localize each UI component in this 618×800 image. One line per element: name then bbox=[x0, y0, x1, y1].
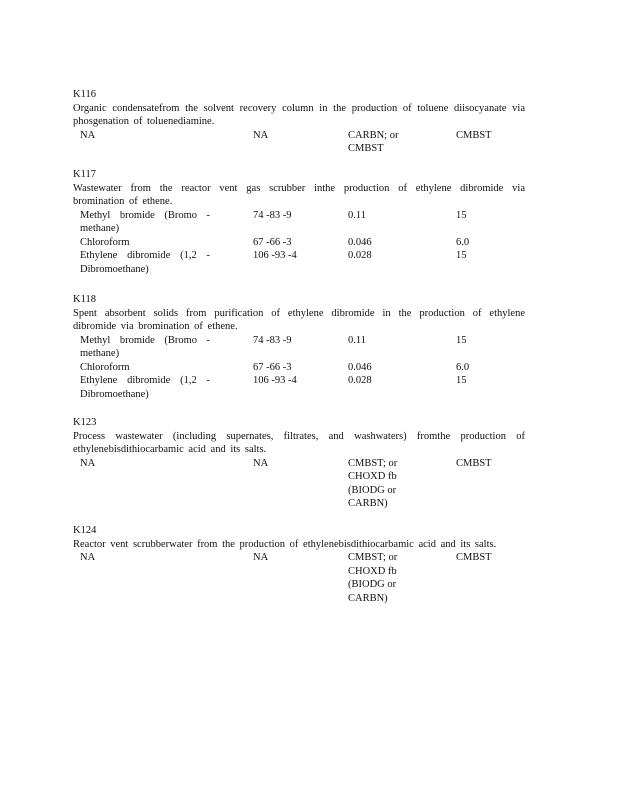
table-row bbox=[73, 236, 533, 250]
constituent-name: NA bbox=[80, 129, 96, 141]
nonwastewater-standard: 6.0 bbox=[456, 236, 470, 248]
table-row bbox=[73, 249, 533, 276]
nonwastewater-standard: 15 bbox=[456, 250, 467, 261]
waste-code-section-k117 bbox=[73, 168, 533, 276]
cas-number: 74 -83 -9 bbox=[253, 334, 292, 346]
cas-number: 106 -93 -4 bbox=[253, 375, 297, 386]
waste-description: Spent absorbent solids from purification of ethylene dibromide in the production of ethylene dibromide via bromination of ethene. bbox=[73, 307, 525, 332]
wastewater-standard: 0.11 bbox=[348, 209, 366, 221]
wastewater-standard: 0.046 bbox=[348, 361, 372, 373]
waste-code-section-k118 bbox=[73, 293, 533, 401]
table-row bbox=[73, 551, 533, 605]
wastewater-standard: CMBST; or CHOXD fb (BIODG or CARBN) bbox=[348, 552, 398, 604]
waste-description: Organic condensatefrom the solvent recovery column in the production of toluene diisocyanate via phosgenation of toluenediamine. bbox=[73, 102, 525, 127]
nonwastewater-standard: CMBST bbox=[456, 457, 492, 469]
waste-description: Reactor vent scrubberwater from the production of ethylenebisdithiocarbamic acid and its salts. bbox=[73, 538, 497, 550]
cas-number: NA bbox=[253, 129, 269, 141]
cas-number: 106 -93 -4 bbox=[253, 250, 297, 261]
wastewater-standard: CMBST; or CHOXD fb (BIODG or CARBN) bbox=[348, 457, 398, 509]
table-row bbox=[73, 129, 533, 156]
nonwastewater-standard: CMBST bbox=[456, 129, 492, 141]
table-row bbox=[73, 209, 533, 236]
constituent-name: Methyl bromide (Bromo - methane) bbox=[80, 334, 210, 359]
nonwastewater-standard: 15 bbox=[456, 375, 467, 386]
table-row bbox=[73, 361, 533, 375]
cas-number: NA bbox=[253, 552, 269, 563]
wastewater-standard: 0.11 bbox=[348, 334, 366, 346]
waste-code: K116 bbox=[73, 89, 96, 100]
constituent-name: Chloroform bbox=[80, 236, 130, 248]
constituent-name: Methyl bromide (Bromo - methane) bbox=[80, 209, 210, 234]
constituent-name: NA bbox=[80, 552, 96, 563]
constituent-name: Chloroform bbox=[80, 361, 130, 373]
waste-code: K124 bbox=[73, 525, 97, 536]
nonwastewater-standard: 15 bbox=[456, 334, 467, 346]
waste-code-section-k123 bbox=[73, 416, 533, 511]
constituent-name: Ethylene dibromide (1,2 - Dibromoethane) bbox=[80, 375, 210, 400]
waste-code-section-k124 bbox=[73, 524, 533, 605]
wastewater-standard: 0.028 bbox=[348, 250, 372, 261]
waste-code: K118 bbox=[73, 294, 96, 305]
table-row bbox=[73, 374, 533, 401]
waste-code: K123 bbox=[73, 417, 97, 428]
cas-number: NA bbox=[253, 457, 269, 469]
waste-description: Wastewater from the reactor vent gas scrubber inthe production of ethylene dibromide via bromination of ethene. bbox=[73, 182, 525, 207]
waste-code: K117 bbox=[73, 169, 96, 180]
constituent-name: NA bbox=[80, 457, 96, 469]
wastewater-standard: CARBN; or CMBST bbox=[348, 129, 399, 154]
waste-description: Process wastewater (including supernates, filtrates, and washwaters) fromthe production of ethylenebisdithiocarbamic acid and its salts. bbox=[73, 430, 525, 455]
table-row bbox=[73, 457, 533, 511]
nonwastewater-standard: 6.0 bbox=[456, 361, 470, 373]
wastewater-standard: 0.046 bbox=[348, 236, 372, 248]
nonwastewater-standard: 15 bbox=[456, 209, 467, 221]
cas-number: 74 -83 -9 bbox=[253, 209, 292, 221]
cas-number: 67 -66 -3 bbox=[253, 236, 292, 248]
waste-code-section-k116 bbox=[73, 88, 533, 156]
constituent-name: Ethylene dibromide (1,2 - Dibromoethane) bbox=[80, 250, 210, 275]
nonwastewater-standard: CMBST bbox=[456, 552, 492, 563]
wastewater-standard: 0.028 bbox=[348, 375, 372, 386]
cas-number: 67 -66 -3 bbox=[253, 361, 292, 373]
table-row bbox=[73, 334, 533, 361]
